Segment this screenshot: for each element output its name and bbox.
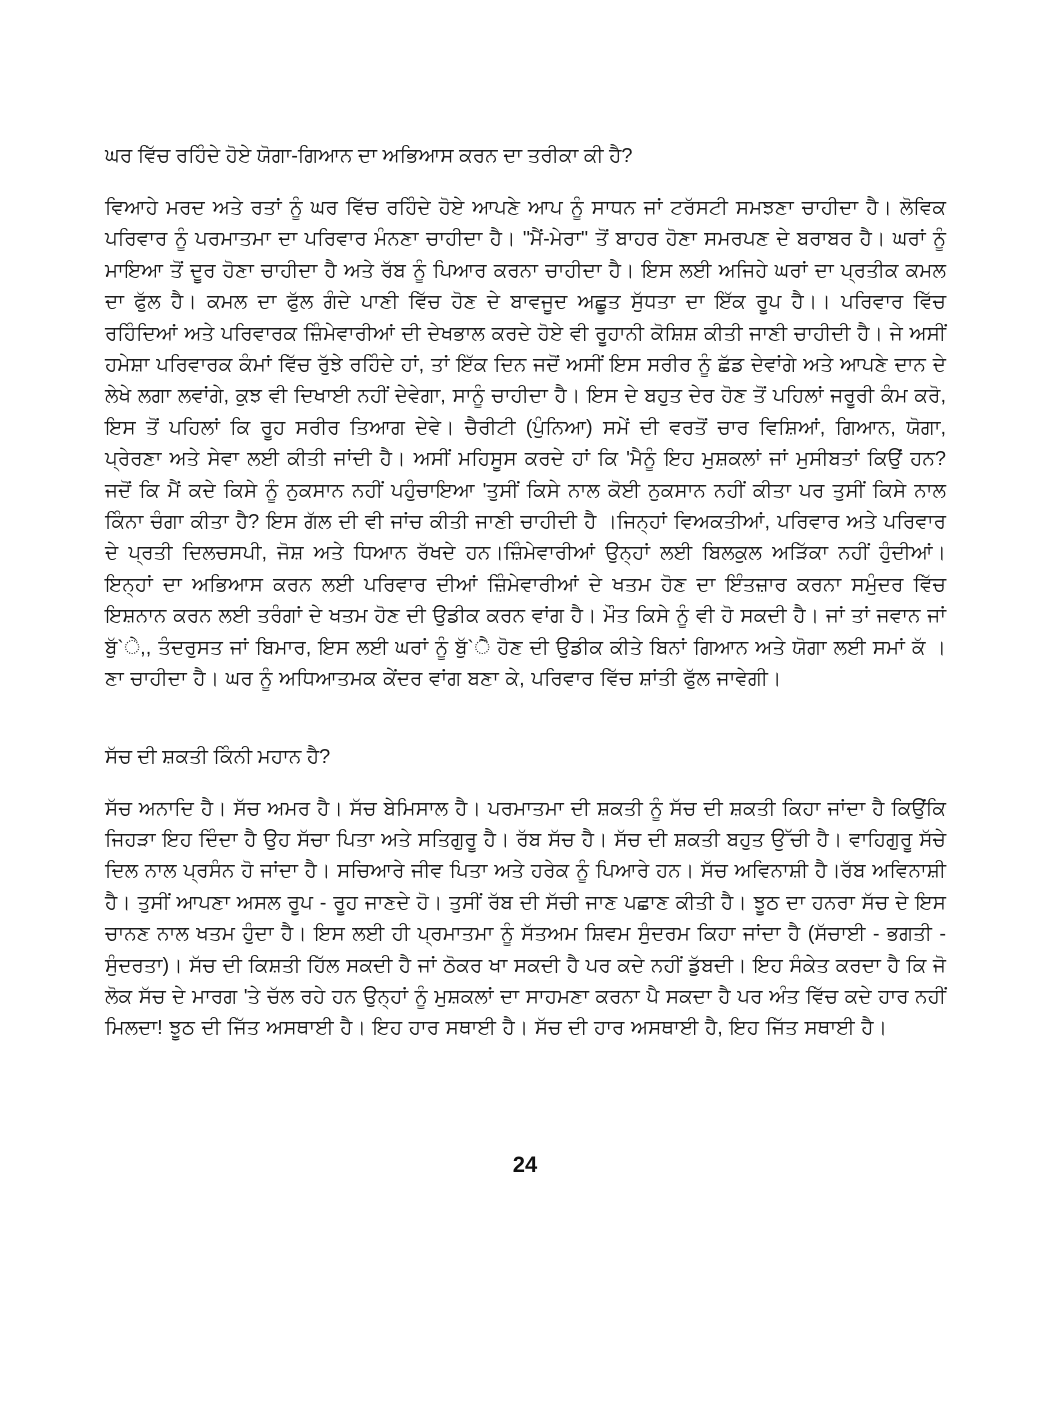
section-heading-power-of-truth: ਸੱਚ ਦੀ ਸ਼ਕਤੀ ਕਿੰਨੀ ਮਹਾਨ ਹੈ? [105,745,331,768]
section-body-yoga-practice: ਵਿਆਹੇ ਮਰਦ ਅਤੇ ਰਤਾਂ ਨੂੰ ਘਰ ਵਿੱਚ ਰਹਿੰਦੇ ਹੋਏ ਆਪਣੇ ਆਪ ਨੂੰ ਸਾਧਨ ਜਾਂ ਟਰੱਸਟੀ ਸਮਝਣਾ ਚਾਹੀਦਾ ਹੈ। ਲੋਵਿਕ ਪਰਿਵਾਰ ਨੂੰ ਪਰਮਾਤਮਾ ਦਾ ਪਰਿਵਾਰ ਮੰਨਣਾ ਚਾਹੀਦਾ ਹੈ। "ਮੈਂ-ਮੇਰਾ" ਤੋਂ ਬਾਹਰ ਹੋਣਾ ਸਮਰਪਣ ਦੇ ਬਰਾਬਰ ਹੈ। ਘਰਾਂ ਨੂੰ ਮਾਇਆ ਤੋਂ ਦੂਰ ਹੋਣਾ ਚਾਹੀਦਾ ਹੈ ਅਤੇ ਰੱਬ ਨੂੰ ਪਿਆਰ ਕਰਨਾ ਚਾਹੀਦਾ ਹੈ। ਇਸ ਲਈ ਅਜਿਹੇ ਘਰਾਂ ਦਾ ਪ੍ਰਤੀਕ ਕਮਲ ਦਾ ਫੁੱਲ ਹੈ। ਕਮਲ ਦਾ ਫੁੱਲ ਗੰਦੇ ਪਾਣੀ ਵਿੱਚ ਹੋਣ ਦੇ ਬਾਵਜੂਦ ਅਛੂਤ ਸੁੱਧਤਾ ਦਾ ਇੱਕ ਰੂਪ ਹੈ।। ਪਰਿਵਾਰ ਵਿੱਚ ਰਹਿੰਦਿਆਂ ਅਤੇ ਪਰਿਵਾਰਕ ਜ਼ਿੰਮੇਵਾਰੀਆਂ ਦੀ ਦੇਖਭਾਲ ਕਰਦੇ ਹੋਏ ਵੀ ਰੂਹਾਨੀ ਕੋਸ਼ਿਸ਼ ਕੀਤੀ ਜਾਣੀ ਚਾਹੀਦੀ ਹੈ। ਜੇ ਅਸੀਂ ਹਮੇਸ਼ਾ ਪਰਿਵਾਰਕ ਕੰਮਾਂ ਵਿੱਚ ਰੁੱਝੇ ਰਹਿੰਦੇ ਹਾਂ, ਤਾਂ ਇੱਕ ਦਿਨ ਜਦੋਂ ਅਸੀਂ ਇਸ ਸਰੀਰ ਨੂੰ ਛੱਡ ਦੇਵਾਂਗੇ ਅਤੇ ਆਪਣੇ ਦਾਨ ਦੇ ਲੇਖੇ ਲਗਾ ਲਵਾਂਗੇ, ਕੁਝ ਵੀ ਦਿਖਾਈ ਨਹੀਂ ਦੇਵੇਗਾ, ਸਾਨੂੰ ਚਾਹੀਦਾ ਹੈ। ਇਸ ਦੇ ਬਹੁਤ ਦੇਰ ਹੋਣ ਤੋਂ ਪਹਿਲਾਂ ਜਰੂਰੀ ਕੰਮ ਕਰੋ, ਇਸ ਤੋਂ ਪਹਿਲਾਂ ਕਿ ਰੂਹ ਸਰੀਰ ਤਿਆਗ ਦੇਵੇ। ਚੈਰੀਟੀ (ਪੁੰਨਿਆ) ਸਮੇਂ ਦੀ ਵਰਤੋਂ ਚਾਰ ਵਿਸ਼ਿਆਂ, ਗਿਆਨ, ਯੋਗਾ, ਪ੍ਰੇਰਣਾ ਅਤੇ ਸੇਵਾ ਲਈ ਕੀਤੀ ਜਾਂਦੀ ਹੈ। ਅਸੀਂ ਮਹਿਸੂਸ ਕਰਦੇ ਹਾਂ ਕਿ 'ਮੈਨੂੰ ਇਹ ਮੁਸ਼ਕਲਾਂ ਜਾਂ ਮੁਸੀਬਤਾਂ ਕਿਉਂ ਹਨ? ਜਦੋਂ ਕਿ ਮੈਂ ਕਦੇ ਕਿਸੇ ਨੂੰ ਨੁਕਸਾਨ ਨਹੀਂ ਪਹੁੰਚਾਇਆ 'ਤੁਸੀਂ ਕਿਸੇ ਨਾਲ ਕੋਈ ਨੁਕਸਾਨ ਨਹੀਂ ਕੀਤਾ ਪਰ ਤੁਸੀਂ ਕਿਸੇ ਨਾਲ ਕਿੰਨਾ ਚੰਗਾ ਕੀਤਾ ਹੈ? ਇਸ ਗੱਲ ਦੀ ਵੀ ਜਾਂਚ ਕੀਤੀ ਜਾਣੀ ਚਾਹੀਦੀ ਹੈ ।ਜਿਨ੍ਹਾਂ ਵਿਅਕਤੀਆਂ, ਪਰਿਵਾਰ ਅਤੇ ਪਰਿਵਾਰ ਦੇ ਪ੍ਰਤੀ ਦਿਲਚਸਪੀ, ਜੋਸ਼ ਅਤੇ ਧਿਆਨ ਰੱਖਦੇ ਹਨ।ਜ਼ਿੰਮੇਵਾਰੀਆਂ ਉਨ੍ਹਾਂ ਲਈ ਬਿਲਕੁਲ ਅੜਿੱਕਾ ਨਹੀਂ ਹੁੰਦੀਆਂ। ਇਨ੍ਹਾਂ ਦਾ ਅਭਿਆਸ ਕਰਨ ਲਈ ਪਰਿਵਾਰ ਦੀਆਂ ਜ਼ਿੰਮੇਵਾਰੀਆਂ ਦੇ ਖਤਮ ਹੋਣ ਦਾ ਇੰਤਜ਼ਾਰ ਕਰਨਾ ਸਮੁੰਦਰ ਵਿੱਚ ਇਸ਼ਨਾਨ ਕਰਨ ਲਈ ਤਰੰਗਾਂ ਦੇ ਖਤਮ ਹੋਣ ਦੀ ਉਡੀਕ ਕਰਨ ਵਾਂਗ ਹੈ। ਮੌਤ ਕਿਸੇ ਨੂੰ ਵੀ ਹੋ ਸਕਦੀ ਹੈ। ਜਾਂ ਤਾਂ ਜਵਾਨ ਜਾਂ ਬੁੱ`ੇ,, ਤੰਦਰੁਸਤ ਜਾਂ ਬਿਮਾਰ, ਇਸ ਲਈ ਘਰਾਂ ਨੂੰ ਬੁੱ`ੈ ਹੋਣ ਦੀ ਉਡੀਕ ਕੀਤੇ ਬਿਨਾਂ ਗਿਆਨ ਅਤੇ ਯੋਗਾ ਲਈ ਸਮਾਂ ਕੱ ।ਣਾ ਚਾਹੀਦਾ ਹੈ। ਘਰ ਨੂੰ ਅਧਿਆਤਮਕ ਕੇਂਦਰ ਵਾਂਗ ਬਣਾ ਕੇ, ਪਰਿਵਾਰ ਵਿੱਚ ਸ਼ਾਂਤੀ ਫੁੱਲ ਜਾਵੇਗੀ। [105,197,946,691]
section-body-power-of-truth: ਸੱਚ ਅਨਾਦਿ ਹੈ। ਸੱਚ ਅਮਰ ਹੈ। ਸੱਚ ਬੇਮਿਸਾਲ ਹੈ। ਪਰਮਾਤਮਾ ਦੀ ਸ਼ਕਤੀ ਨੂੰ ਸੱਚ ਦੀ ਸ਼ਕਤੀ ਕਿਹਾ ਜਾਂਦਾ ਹੈ ਕਿਉਂਕਿ ਜਿਹੜਾ ਇਹ ਦਿੰਦਾ ਹੈ ਉਹ ਸੱਚਾ ਪਿਤਾ ਅਤੇ ਸਤਿਗੁਰੂ ਹੈ। ਰੱਬ ਸੱਚ ਹੈ। ਸੱਚ ਦੀ ਸ਼ਕਤੀ ਬਹੁਤ ਉੱਚੀ ਹੈ। ਵਾਹਿਗੁਰੂ ਸੱਚੇ ਦਿਲ ਨਾਲ ਪ੍ਰਸੰਨ ਹੋ ਜਾਂਦਾ ਹੈ। ਸਚਿਆਰੇ ਜੀਵ ਪਿਤਾ ਅਤੇ ਹਰੇਕ ਨੂੰ ਪਿਆਰੇ ਹਨ। ਸੱਚ ਅਵਿਨਾਸ਼ੀ ਹੈ।ਰੱਬ ਅਵਿਨਾਸ਼ੀ ਹੈ। ਤੁਸੀਂ ਆਪਣਾ ਅਸਲ ਰੂਪ - ਰੂਹ ਜਾਣਦੇ ਹੋ। ਤੁਸੀਂ ਰੱਬ ਦੀ ਸੱਚੀ ਜਾਣ ਪਛਾਣ ਕੀਤੀ ਹੈ। ਝੂਠ ਦਾ ਹਨਰਾ ਸੱਚ ਦੇ ਇਸ ਚਾਨਣ ਨਾਲ ਖਤਮ ਹੁੰਦਾ ਹੈ। ਇਸ ਲਈ ਹੀ ਪ੍ਰਮਾਤਮਾ ਨੂੰ ਸੱਤਅਮ ਸ਼ਿਵਮ ਸੁੰਦਰਮ ਕਿਹਾ ਜਾਂਦਾ ਹੈ (ਸੱਚਾਈ - ਭਗਤੀ - ਸੁੰਦਰਤਾ)। ਸੱਚ ਦੀ ਕਿਸ਼ਤੀ ਹਿੱਲ ਸਕਦੀ ਹੈ ਜਾਂ ਠੋਕਰ ਖਾ ਸਕਦੀ ਹੈ ਪਰ ਕਦੇ ਨਹੀਂ ਡੁੱਬਦੀ। ਇਹ ਸੰਕੇਤ ਕਰਦਾ ਹੈ ਕਿ ਜੋ ਲੋਕ ਸੱਚ ਦੇ ਮਾਰਗ 'ਤੇ ਚੱਲ ਰਹੇ ਹਨ ਉਨ੍ਹਾਂ ਨੂੰ ਮੁਸ਼ਕਲਾਂ ਦਾ ਸਾਹਮਣਾ ਕਰਨਾ ਪੈ ਸਕਦਾ ਹੈ ਪਰ ਅੰਤ ਵਿੱਚ ਕਦੇ ਹਾਰ ਨਹੀਂ ਮਿਲਦਾ! ਝੂਠ ਦੀ ਜਿੱਤ ਅਸਥਾਈ ਹੈ। ਇਹ ਹਾਰ ਸਥਾਈ ਹੈ। ਸੱਚ ਦੀ ਹਾਰ ਅਸਥਾਈ ਹੈ, ਇਹ ਜਿੱਤ ਸਥਾਈ ਹੈ। [105,797,946,1040]
section-power-of-truth [105,742,946,1045]
section-yoga-practice [105,141,946,696]
section-heading-yoga-practice: ਘਰ ਵਿੱਚ ਰਹਿੰਦੇ ਹੋਏ ਯੋਗਾ-ਗਿਆਨ ਦਾ ਅਭਿਆਸ ਕਰਨ ਦਾ ਤਰੀਕਾ ਕੀ ਹੈ? [105,145,633,167]
page-number: 24 [512,1152,538,1177]
